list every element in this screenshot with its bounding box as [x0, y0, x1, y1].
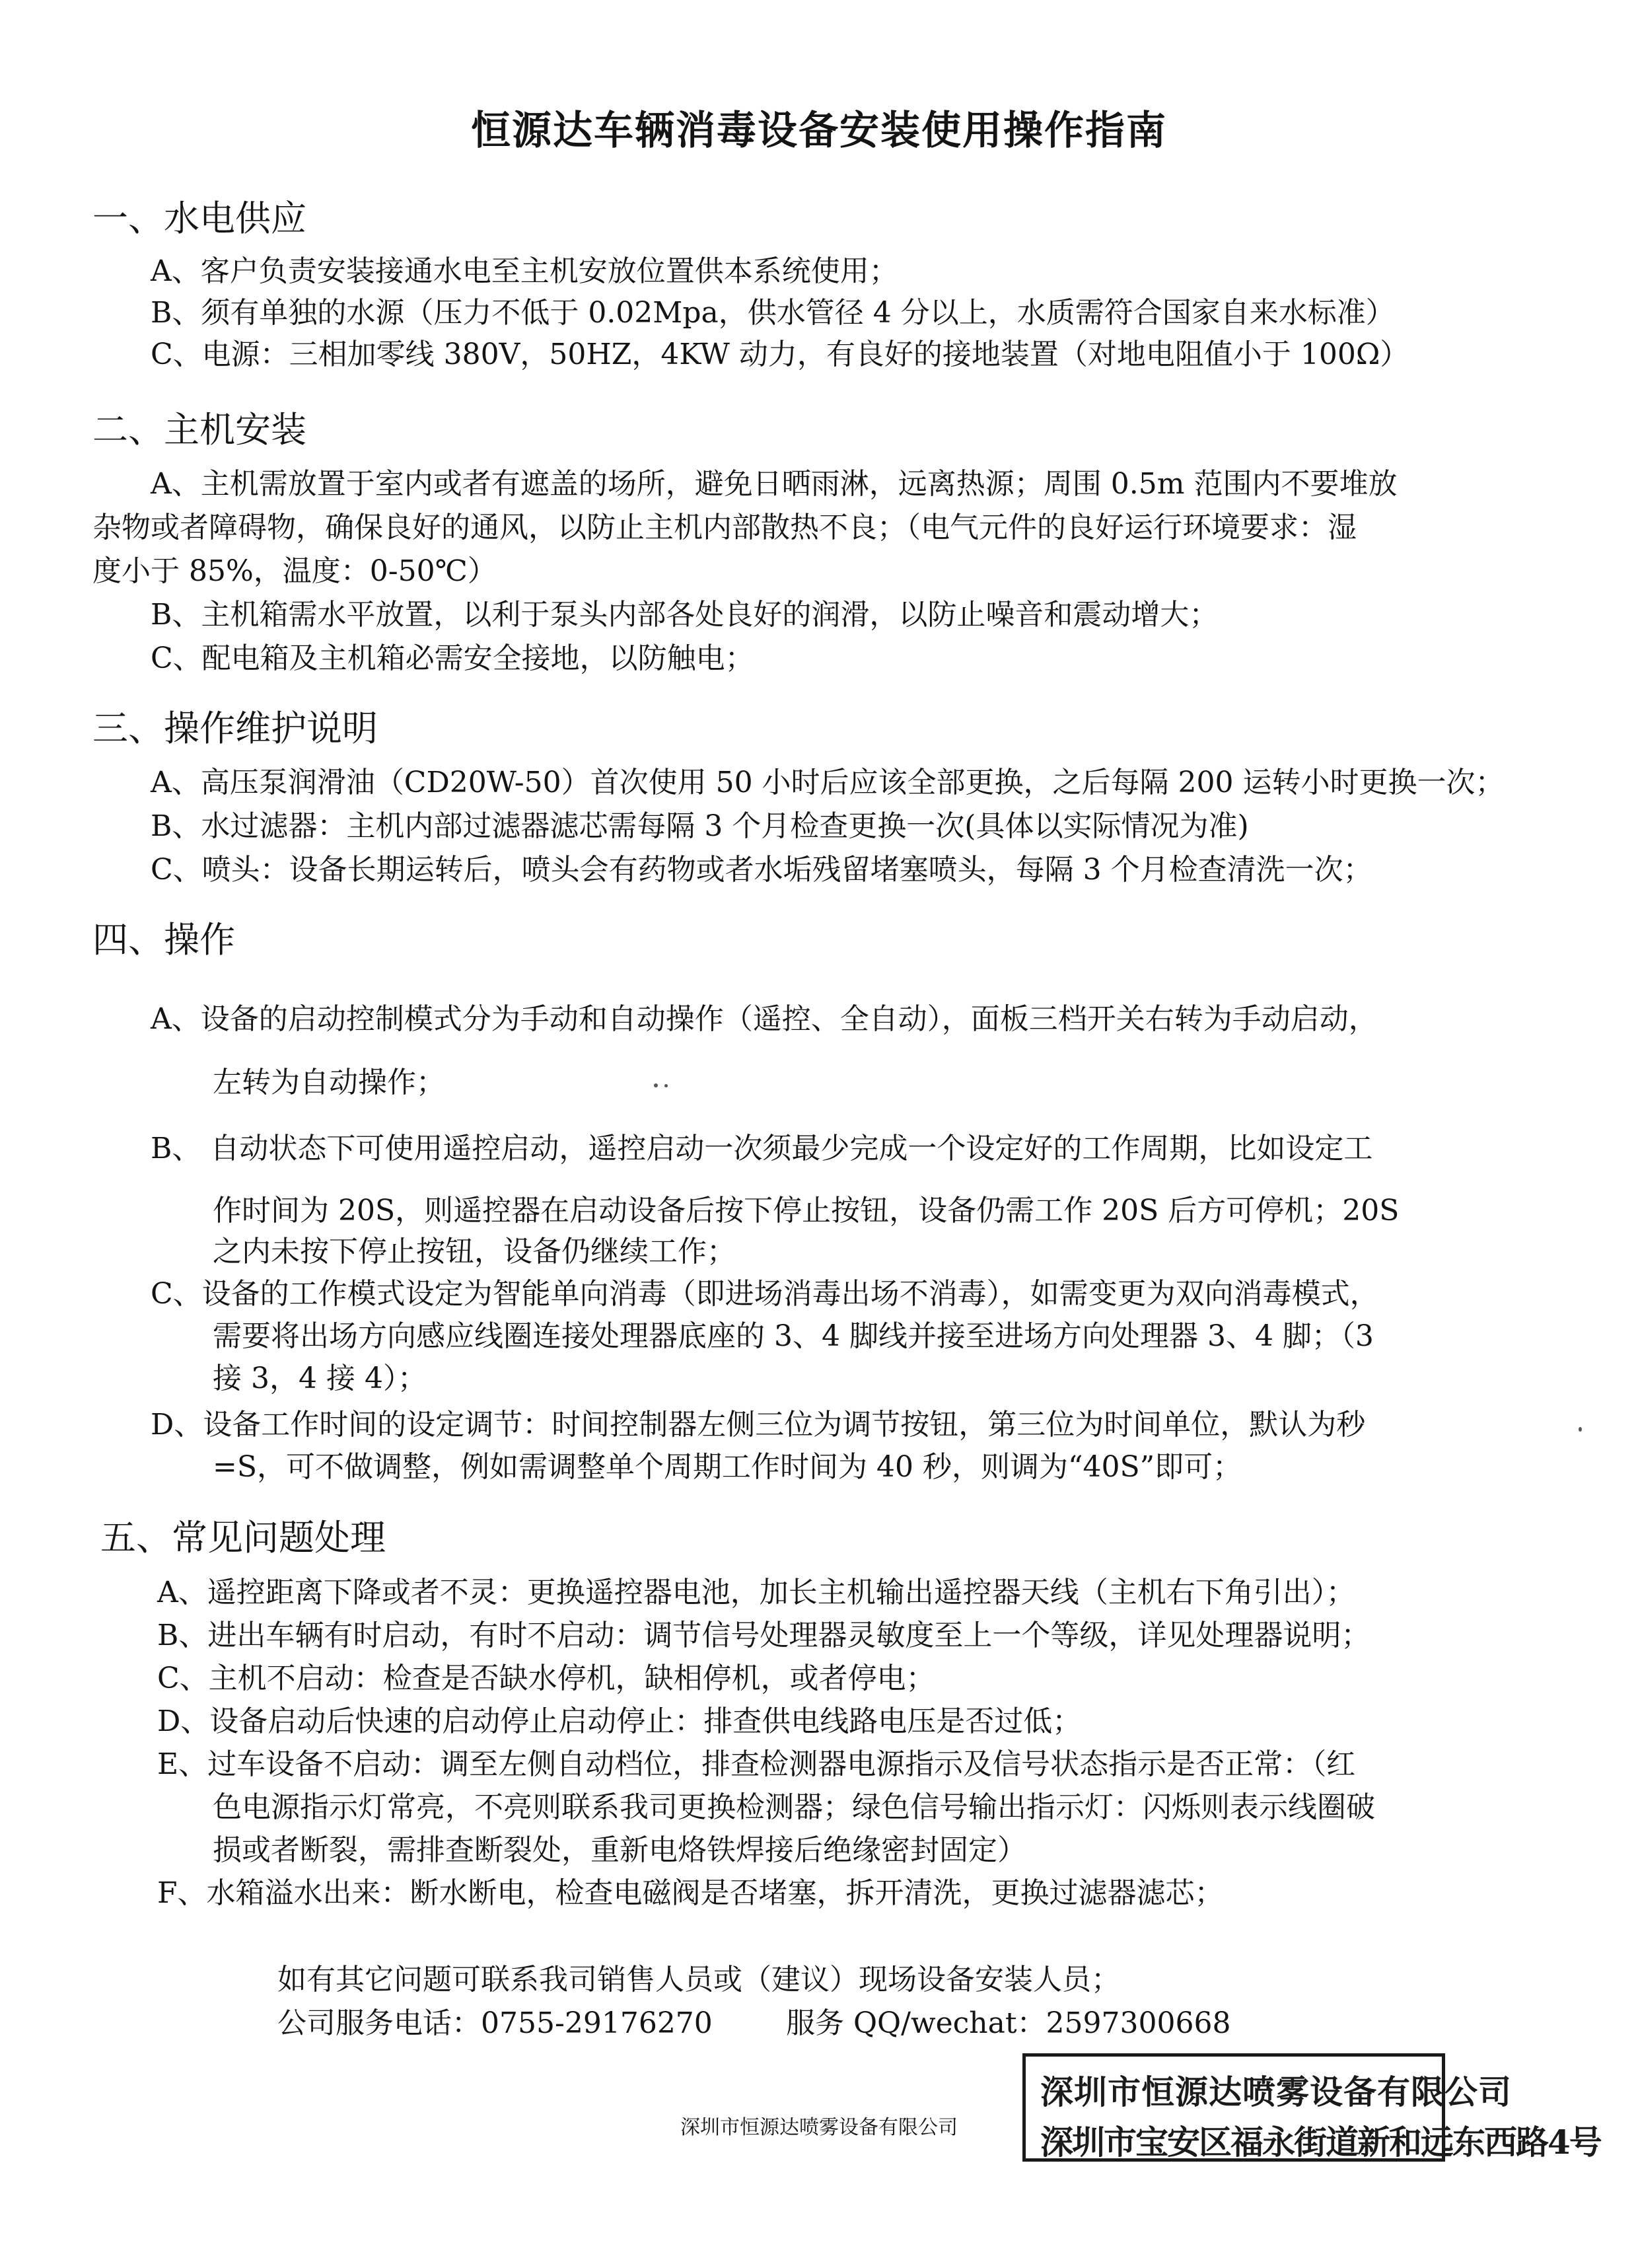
stamp-company-name: 深圳市恒源达喷雾设备有限公司	[1040, 2072, 1512, 2111]
section-heading-maintenance: 三、操作维护说明	[92, 708, 378, 749]
section-heading-water-power: 一、水电供应	[92, 198, 306, 239]
paragraph-line: A、遥控距离下降或者不灵：更换遥控器电池，加长主机输出遥控器天线（主机右下角引出）；	[157, 1576, 1355, 1609]
paragraph-line: 之内未按下停止按钮，设备仍继续工作；	[213, 1235, 736, 1268]
paragraph-line: C、电源：三相加零线 380V，50HZ，4KW 动力，有良好的接地装置（对地电阻值小于 100Ω）	[151, 338, 1409, 371]
paragraph-line: B、主机箱需水平放置，以利于泵头内部各处良好的润滑，以防止噪音和震动增大；	[151, 598, 1219, 632]
paragraph-line: A、客户负责安装接通水电至主机安放位置供本系统使用；	[151, 254, 898, 288]
paragraph-line: B、 自动状态下可使用遥控启动，遥控启动一次须最少完成一个设定好的工作周期，比如设定工	[151, 1132, 1373, 1165]
section-heading-operation: 四、操作	[92, 919, 235, 961]
paragraph-line: A、高压泵润滑油（CD20W-50）首次使用 50 小时后应该全部更换，之后每隔 200 运转小时更换一次；	[151, 766, 1505, 799]
paragraph-line: 左转为自动操作；	[213, 1066, 445, 1099]
paragraph-line: C、配电箱及主机箱必需安全接地，以防触电；	[151, 641, 754, 675]
paragraph-line: F、水箱溢水出来：断水断电，检查电磁阀是否堵塞，拆开清洗，更换过滤器滤芯；	[157, 1876, 1224, 1910]
contact-note: 如有其它问题可联系我司销售人员或（建议）现场设备安装人员；	[277, 1963, 1120, 1996]
paragraph-line: A、主机需放置于室内或者有遮盖的场所，避免日晒雨淋，远离热源；周围 0.5m 范围内不要堆放	[151, 467, 1398, 501]
paragraph-line: 损或者断裂，需排查断裂处，重新电烙铁焊接后绝缘密封固定）	[213, 1833, 1026, 1867]
section-heading-host-install: 二、主机安装	[92, 409, 306, 451]
paragraph-line: =S，可不做调整，例如需调整单个周期工作时间为 40 秒，则调为“40S”即可；	[213, 1450, 1242, 1484]
footer-company-name: 深圳市恒源达喷雾设备有限公司	[680, 2116, 958, 2139]
stamp-address: 深圳市宝安区福永街道新和远东西路4号	[1040, 2123, 1601, 2162]
service-qq-wechat: 服务 QQ/wechat：2597300668	[786, 2006, 1231, 2040]
scan-speck	[664, 1084, 668, 1087]
paragraph-line: B、水过滤器：主机内部过滤器滤芯需每隔 3 个月检查更换一次(具体以实际情况为准)	[151, 809, 1249, 843]
paragraph-line: 杂物或者障碍物，确保良好的通风，以防止主机内部散热不良；（电气元件的良好运行环境要求：湿	[92, 511, 1357, 544]
paragraph-line: 需要将出场方向感应线圈连接处理器底座的 3、4 脚线并接至进场方向处理器 3、4 脚；（3	[213, 1319, 1374, 1353]
section-heading-faq: 五、常见问题处理	[100, 1517, 386, 1558]
company-stamp	[1022, 2053, 1601, 2162]
paragraph-line: A、设备的启动控制模式分为手动和自动操作（遥控、全自动），面板三档开关右转为手动启动，	[151, 1002, 1378, 1036]
page-title: 恒源达车辆消毒设备安装使用操作指南	[471, 108, 1167, 154]
paragraph-line: D、设备工作时间的设定调节：时间控制器左侧三位为调节按钮，第三位为时间单位，默认为秒	[151, 1408, 1366, 1442]
paragraph-line: B、须有单独的水源（压力不低于 0.02Mpa，供水管径 4 分以上，水质需符合国家自来水标准）	[151, 296, 1395, 330]
paragraph-line: C、主机不启动：检查是否缺水停机，缺相停机，或者停电；	[157, 1662, 935, 1695]
paragraph-line: C、喷头：设备长期运转后，喷头会有药物或者水垢残留堵塞喷头，每隔 3 个月检查清洗一次；	[151, 853, 1372, 887]
paragraph-line: 作时间为 20S，则遥控器在启动设备后按下停止按钮，设备仍需工作 20S 后方可停机；20S	[213, 1194, 1400, 1227]
paragraph-line: 色电源指示灯常亮，不亮则联系我司更换检测器；绿色信号输出指示灯：闪烁则表示线圈破	[213, 1790, 1375, 1824]
paragraph-line: 度小于 85%，温度：0-50℃）	[92, 554, 497, 588]
paragraph-line: C、设备的工作模式设定为智能单向消毒（即进场消毒出场不消毒），如需变更为双向消毒模式，	[151, 1277, 1379, 1311]
scan-speck	[1579, 1427, 1582, 1432]
paragraph-line: D、设备启动后快速的启动停止启动停止：排查供电线路电压是否过低；	[157, 1704, 1082, 1738]
paragraph-line: E、过车设备不启动：调至左侧自动档位，排查检测器电源指示及信号状态指示是否正常：（红	[157, 1747, 1356, 1781]
service-phone: 公司服务电话：0755-29176270	[277, 2006, 713, 2040]
paragraph-line: B、进出车辆有时启动，有时不启动：调节信号处理器灵敏度至上一个等级，详见处理器说明；	[157, 1619, 1371, 1652]
scan-speck	[654, 1083, 658, 1087]
paragraph-line: 接 3，4 接 4）；	[213, 1362, 427, 1395]
